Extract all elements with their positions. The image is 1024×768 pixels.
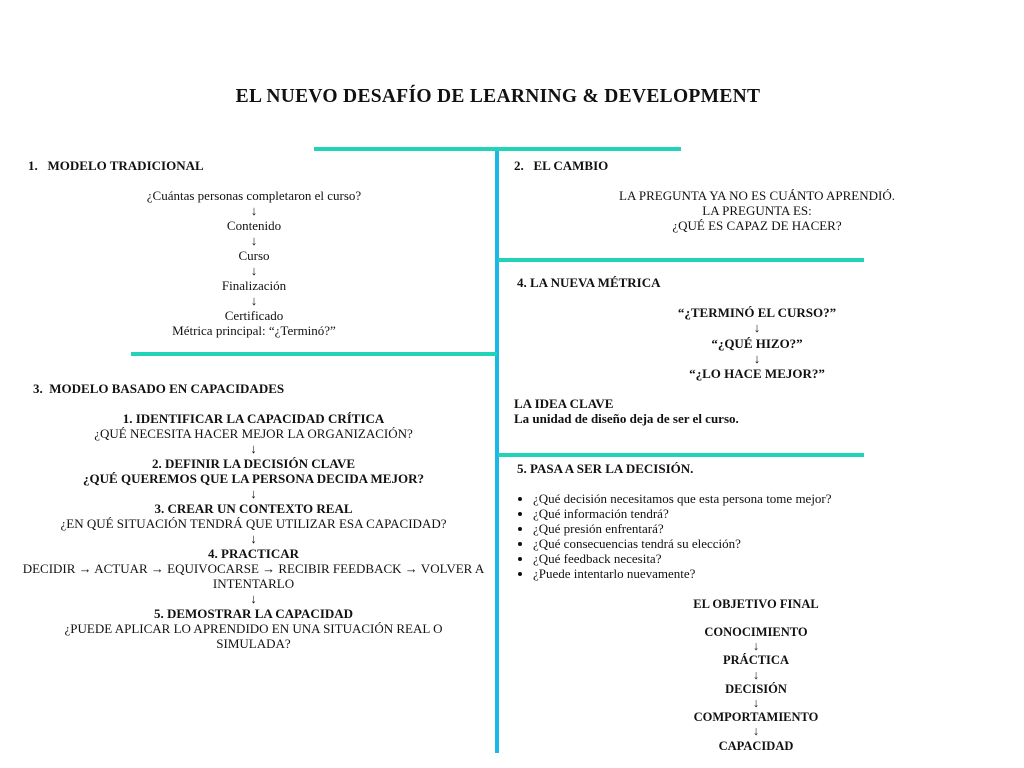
section-1-heading: 1. MODELO TRADICIONAL [28, 158, 204, 173]
chain-step: PRÁCTICA [723, 653, 789, 668]
list-item: • ¿Qué consecuencias tendrá su elección? [533, 536, 994, 551]
flow-step: Finalización [221, 278, 287, 293]
section-2-line: LA PREGUNTA ES: [702, 203, 812, 218]
arrow-down-icon: ↓ [752, 695, 760, 710]
step-text: ¿PUEDE APLICAR LO APRENDIDO EN UNA SITUACIÓN REAL O SIMULADA? [64, 621, 443, 651]
step-text: ¿QUÉ NECESITA HACER MEJOR LA ORGANIZACIÓN? [94, 426, 413, 441]
flow-step: Contenido [226, 218, 282, 233]
step-title: 3. CREAR UN CONTEXTO REAL [154, 501, 353, 516]
step-text: ¿QUÉ QUEREMOS QUE LA PERSONA DECIDA MEJOR? [83, 471, 424, 486]
section-5-questions [514, 491, 994, 581]
goal-title: EL OBJETIVO FINAL [693, 597, 819, 611]
arrow-down-icon: ↓ [250, 591, 257, 606]
arrow-down-icon: ↓ [250, 486, 257, 501]
center-divider [495, 151, 499, 753]
step-title: 5. DEMOSTRAR LA CAPACIDAD [153, 606, 354, 621]
arrow-down-icon: ↓ [250, 531, 257, 546]
left-divider [131, 352, 497, 356]
right-divider-top [498, 258, 864, 262]
section-1-flow [24, 188, 484, 338]
section-5-heading: 5. PASA A SER LA DECISIÓN. [517, 461, 694, 476]
arrow-down-icon: ↓ [752, 639, 760, 654]
goal-chain [556, 625, 956, 753]
right-divider-bottom [498, 453, 864, 457]
metric-item: “¿TERMINÓ EL CURSO?” [677, 305, 837, 320]
chain-step: COMPORTAMIENTO [693, 710, 819, 725]
arrow-down-icon: ↓ [250, 233, 258, 248]
chain-step: CAPACIDAD [718, 738, 794, 753]
section-2-line: ¿QUÉ ES CAPAZ DE HACER? [672, 218, 842, 233]
step-title: 2. DEFINIR LA DECISIÓN CLAVE [151, 456, 356, 471]
list-item: • ¿Qué feedback necesita? [533, 551, 994, 566]
chain-step: CONOCIMIENTO [704, 625, 808, 639]
list-item: • ¿Qué presión enfrentará? [533, 521, 994, 536]
section-1-metric: Métrica principal: “¿Terminó?” [172, 323, 336, 338]
list-item: • ¿Qué decisión necesitamos que esta persona tome mejor? [533, 491, 994, 506]
section-3-heading: 3. MODELO BASADO EN CAPACIDADES [33, 381, 285, 396]
arrow-down-icon: ↓ [250, 263, 258, 278]
section-2-line: LA PREGUNTA YA NO ES CUÁNTO APRENDIÓ. [619, 188, 895, 203]
step-title: 1. IDENTIFICAR LA CAPACIDAD CRÍTICA [122, 411, 385, 426]
section-4-heading: 4. LA NUEVA MÉTRICA [517, 275, 661, 290]
arrow-down-icon: ↓ [250, 441, 257, 456]
arrow-down-icon: ↓ [250, 293, 258, 308]
arrow-down-icon: ↓ [752, 667, 760, 682]
flow-step: Certificado [224, 308, 284, 323]
arrow-down-icon: ↓ [753, 320, 761, 336]
step-text: DECIDIR → ACTUAR → EQUIVOCARSE → RECIBIR FEEDBACK → VOLVER A INTENTARLO [22, 561, 485, 591]
list-item: • ¿Puede intentarlo nuevamente? [533, 566, 994, 581]
section-4-metrics [510, 305, 1004, 381]
metric-item: “¿QUÉ HIZO?” [711, 335, 803, 351]
key-idea [514, 396, 739, 426]
key-idea-text: La unidad de diseño deja de ser el curso. [514, 411, 739, 426]
step-text: ¿EN QUÉ SITUACIÓN TENDRÁ QUE UTILIZAR ESA CAPACIDAD? [60, 516, 447, 531]
arrow-down-icon: ↓ [250, 203, 258, 218]
flow-step: Curso [238, 248, 270, 263]
arrow-down-icon: ↓ [752, 724, 760, 739]
section-2-heading: 2. EL CAMBIO [514, 158, 609, 173]
key-idea-title: LA IDEA CLAVE [514, 396, 614, 411]
section-2-text [510, 188, 1004, 233]
metric-item: “¿LO HACE MEJOR?” [689, 366, 825, 382]
page-title: EL NUEVO DESAFÍO DE LEARNING & DEVELOPMENT [235, 86, 761, 107]
section-1-question: ¿Cuántas personas completaron el curso? [146, 188, 362, 203]
list-item: • ¿Qué información tendrá? [533, 506, 994, 521]
chain-step: DECISIÓN [725, 681, 787, 696]
section-3-steps [20, 411, 487, 651]
arrow-down-icon: ↓ [753, 350, 761, 366]
step-title: 4. PRACTICAR [208, 546, 299, 561]
